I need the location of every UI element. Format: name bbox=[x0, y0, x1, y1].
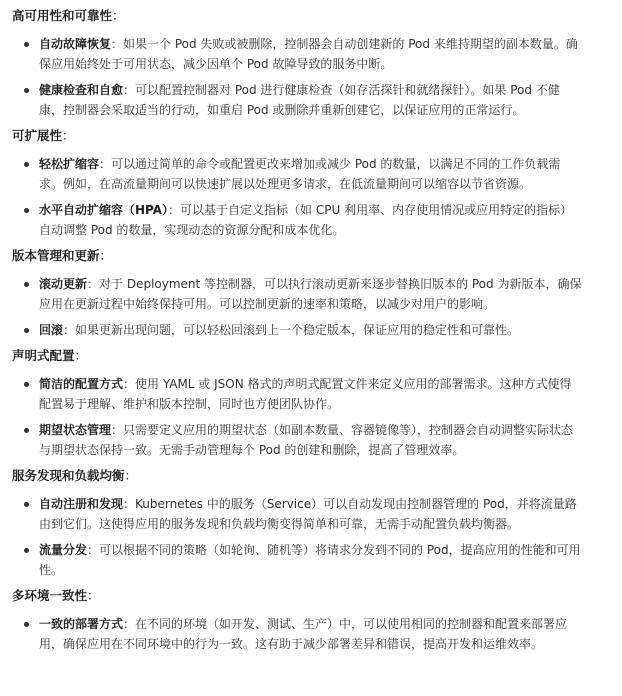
item-separator: ： bbox=[87, 277, 100, 291]
item-separator: ： bbox=[63, 323, 76, 337]
bullet-icon bbox=[24, 282, 29, 287]
item-text: 在不同的环境（如开发、测试、生产）中，可以使用相同的控制器和配置来部署应用，确保应用在不同环境中的行为一致。这有助于减少部署差异和错误，提高开发和运维效率。 bbox=[39, 617, 568, 651]
item-term: 健康检查和自愈 bbox=[39, 83, 124, 97]
section-service-discovery bbox=[12, 466, 610, 580]
heading-colon: ： bbox=[112, 8, 125, 23]
bullet-icon bbox=[24, 328, 29, 333]
section-version-management bbox=[12, 246, 610, 340]
list-item bbox=[12, 274, 610, 314]
section-heading-text: 声明式配置 bbox=[12, 348, 75, 363]
item-text: 对于 Deployment 等控制器，可以执行滚动更新来逐步替换旧版本的 Pod 为新版本，确保应用在更新过程中始终保持可用。可以控制更新的速率和策略，以减少对用户的影响。 bbox=[39, 277, 582, 311]
section-high-availability bbox=[12, 6, 610, 120]
item-term: 自动注册和发现 bbox=[39, 497, 124, 511]
section-heading bbox=[12, 586, 610, 606]
bullet-icon bbox=[24, 428, 29, 433]
heading-colon: ： bbox=[74, 348, 88, 363]
list-item bbox=[12, 80, 610, 120]
item-term: 水平自动扩缩容（HPA） bbox=[39, 203, 169, 217]
item-separator: ： bbox=[111, 423, 124, 437]
list-item bbox=[12, 320, 610, 340]
item-separator: ： bbox=[168, 203, 181, 217]
bullet-list bbox=[12, 34, 610, 120]
item-term: 轻松扩缩容 bbox=[39, 157, 100, 171]
bullet-list bbox=[12, 374, 610, 460]
section-heading-text: 服务发现和负载均衡 bbox=[12, 468, 125, 483]
item-term: 流量分发 bbox=[39, 543, 88, 557]
item-text: 可以根据不同的策略（如轮询、随机等）将请求分发到不同的 Pod，提高应用的性能和可用性。 bbox=[39, 543, 581, 577]
section-heading bbox=[12, 6, 610, 26]
item-term: 简洁的配置方式 bbox=[39, 377, 124, 391]
bullet-list bbox=[12, 614, 610, 654]
bullet-icon bbox=[24, 622, 29, 627]
item-term: 滚动更新 bbox=[39, 277, 88, 291]
item-text: 可以通过简单的命令或配置更改来增加或减少 Pod 的数量，以满足不同的工作负载需求。例如，在高流量期间可以快速扩展以处理更多请求，在低流量期间可以缩容以节省资源。 bbox=[39, 157, 561, 191]
section-heading bbox=[12, 126, 610, 146]
list-item bbox=[12, 614, 610, 654]
list-item bbox=[12, 154, 610, 194]
bullet-list bbox=[12, 274, 610, 340]
section-multi-env-consistency bbox=[12, 586, 610, 654]
item-term: 自动故障恢复 bbox=[39, 37, 112, 51]
section-heading bbox=[12, 246, 610, 266]
bullet-icon bbox=[24, 502, 29, 507]
bullet-list bbox=[12, 494, 610, 580]
heading-colon: ： bbox=[124, 468, 138, 483]
list-item bbox=[12, 200, 610, 240]
item-separator: ： bbox=[123, 83, 136, 97]
bullet-icon bbox=[24, 382, 29, 387]
item-text: 只需要定义应用的期望状态（如副本数量、容器镜像等），控制器会自动调整实际状态与期望状态保持一致。无需手动管理每个 Pod 的创建和删除，提高了管理效率。 bbox=[39, 423, 574, 457]
item-term: 回滚 bbox=[39, 323, 64, 337]
section-heading-text: 多环境一致性 bbox=[12, 588, 88, 603]
list-item bbox=[12, 540, 610, 580]
section-heading-text: 版本管理和更新 bbox=[12, 248, 100, 263]
item-text: 可以基于自定义指标（如 CPU 利用率、内存使用情况或应用特定的指标）自动调整 Pod 的数量，实现动态的资源分配和成本优化。 bbox=[39, 203, 573, 237]
bullet-list bbox=[12, 154, 610, 240]
section-heading-text: 高可用性和可靠性 bbox=[12, 8, 113, 23]
item-separator: ： bbox=[123, 377, 136, 391]
bullet-icon bbox=[24, 42, 29, 47]
bullet-icon bbox=[24, 548, 29, 553]
item-text: Kubernetes 中的服务（Service）可以自动发现由控制器管理的 Pod，并将流量路由到它们。这使得应用的服务发现和负载均衡变得简单和可靠，无需手动配置负载均衡器。 bbox=[39, 497, 577, 531]
item-separator: ： bbox=[111, 37, 124, 51]
item-text: 可以配置控制器对 Pod 进行健康检查（如存活探针和就绪探针）。如果 Pod 不健康，控制器会采取适当的行动，如重启 Pod 或删除并重新创建它，以保证应用的正常运行。 bbox=[39, 83, 560, 117]
list-item bbox=[12, 420, 610, 460]
list-item bbox=[12, 374, 610, 414]
section-heading bbox=[12, 466, 610, 486]
section-heading-text: 可扩展性 bbox=[12, 128, 63, 143]
heading-colon: ： bbox=[99, 248, 113, 263]
item-term: 一致的部署方式 bbox=[39, 617, 124, 631]
item-text: 如果一个 Pod 失败或被删除，控制器会自动创建新的 Pod 来维持期望的副本数量。确保应用始终处于可用状态，减少因单个 Pod 故障导致的服务中断。 bbox=[39, 37, 578, 71]
section-heading bbox=[12, 346, 610, 366]
heading-colon: ： bbox=[62, 128, 75, 143]
item-term: 期望状态管理 bbox=[39, 423, 112, 437]
section-declarative-config bbox=[12, 346, 610, 460]
section-scalability bbox=[12, 126, 610, 240]
item-separator: ： bbox=[99, 157, 112, 171]
item-separator: ： bbox=[87, 543, 100, 557]
bullet-icon bbox=[24, 88, 29, 93]
bullet-icon bbox=[24, 208, 29, 213]
bullet-icon bbox=[24, 162, 29, 167]
item-separator: ： bbox=[123, 617, 136, 631]
heading-colon: ： bbox=[87, 588, 100, 603]
list-item bbox=[12, 34, 610, 74]
item-text: 如果更新出现问题，可以轻松回滚到上一个稳定版本，保证应用的稳定性和可靠性。 bbox=[75, 323, 520, 337]
item-separator: ： bbox=[123, 497, 136, 511]
item-text: 使用 YAML 或 JSON 格式的声明式配置文件来定义应用的部署需求。这种方式使得配置易于理解、维护和版本控制，同时也方便团队协作。 bbox=[39, 377, 572, 411]
list-item bbox=[12, 494, 610, 534]
